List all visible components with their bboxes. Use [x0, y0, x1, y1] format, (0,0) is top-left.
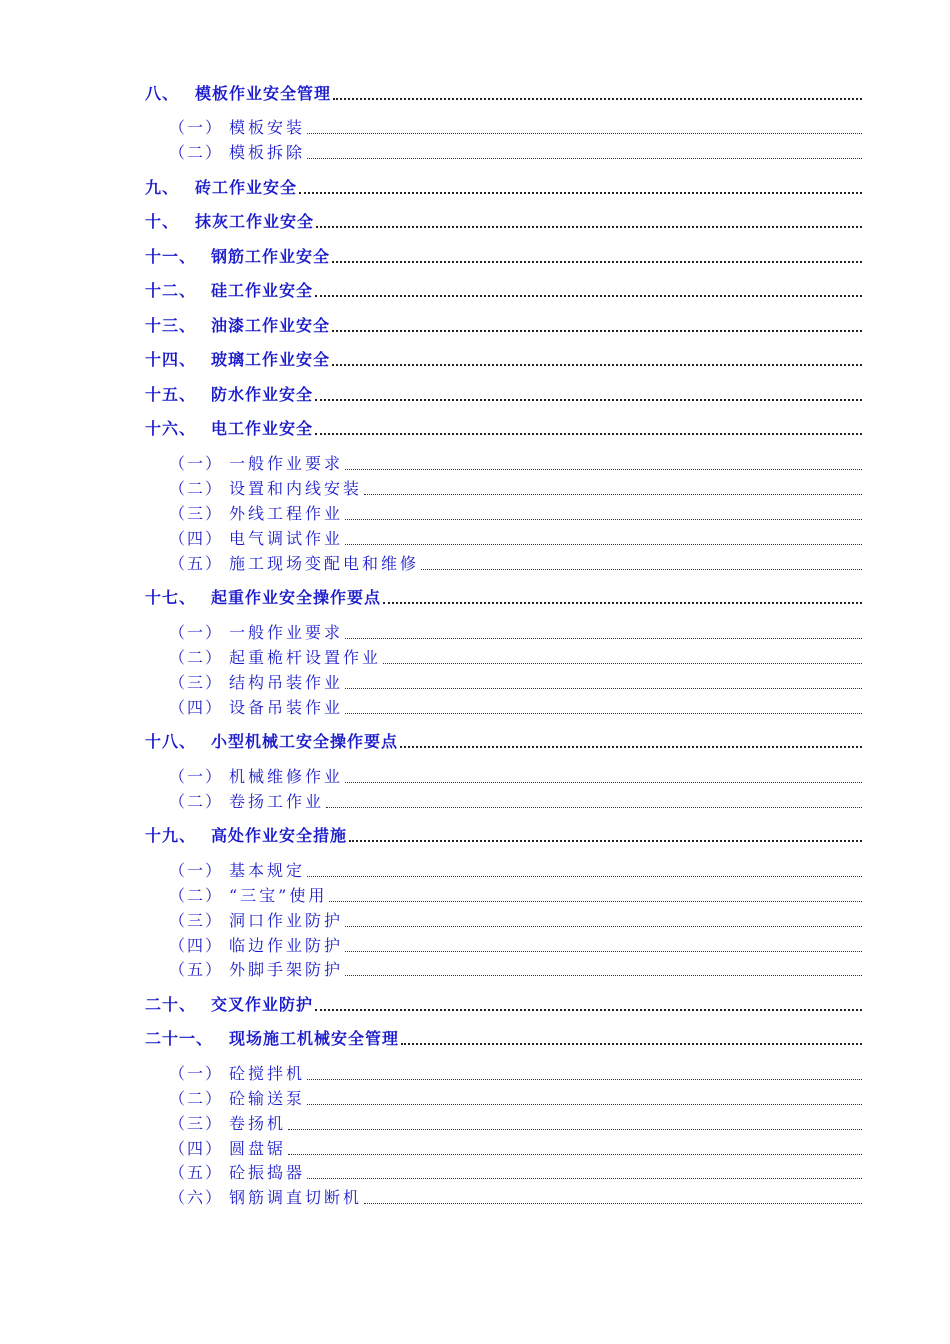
toc-entry-title: 外脚手架防护: [229, 960, 344, 979]
dot-leader: [307, 1103, 862, 1105]
toc-entry-title: 结构吊装作业: [229, 673, 344, 692]
toc-subentry[interactable]: [145, 907, 862, 931]
toc-heading-entry[interactable]: [145, 80, 862, 104]
toc-subentry[interactable]: [145, 1135, 862, 1159]
toc-entry-number: （五）: [169, 1163, 224, 1182]
toc-entry-title: 电工作业安全: [211, 419, 314, 438]
toc-entry-number: 八、: [145, 84, 180, 103]
dot-leader: [345, 974, 862, 976]
toc-entry-title: 砼输送泵: [229, 1089, 306, 1108]
dot-leader: [307, 875, 862, 877]
toc-subentry[interactable]: [145, 1085, 862, 1109]
toc-entry-number: 十六、: [145, 419, 197, 438]
dot-leader: [307, 1177, 862, 1179]
toc-subentry[interactable]: [145, 1184, 862, 1208]
toc-entry-title: 砼振捣器: [229, 1163, 306, 1182]
dot-leader: [299, 191, 862, 194]
toc-entry-number: 十七、: [145, 588, 197, 607]
toc-entry-number: 十三、: [145, 316, 197, 335]
toc-subentry[interactable]: [145, 475, 862, 499]
dot-leader: [364, 493, 862, 495]
dot-leader: [288, 1128, 862, 1130]
toc-entry-title: 砖工作业安全: [195, 178, 298, 197]
toc-subentry[interactable]: [145, 932, 862, 956]
toc-subentry[interactable]: [145, 114, 862, 138]
dot-leader: [383, 662, 862, 664]
toc-entry-title: 卷扬机: [229, 1114, 287, 1133]
toc-heading-entry[interactable]: [145, 415, 862, 439]
toc-entry-number: （二）: [169, 1089, 224, 1108]
dot-leader: [329, 900, 862, 902]
toc-entry-number: （一）: [169, 623, 224, 642]
toc-entry-title: 硅工作业安全: [211, 281, 314, 300]
dot-leader: [383, 601, 862, 604]
toc-entry-title: 防水作业安全: [211, 385, 314, 404]
toc-entry-number: （一）: [169, 1064, 224, 1083]
dot-leader: [421, 568, 862, 570]
toc-entry-title: 洞口作业防护: [229, 911, 344, 930]
toc-heading-entry[interactable]: [145, 822, 862, 846]
toc-entry-number: （五）: [169, 960, 224, 979]
dot-leader: [400, 745, 862, 748]
toc-entry-number: 十二、: [145, 281, 197, 300]
toc-entry-number: （三）: [169, 911, 224, 930]
dot-leader: [315, 432, 862, 435]
toc-subentry[interactable]: [145, 763, 862, 787]
toc-entry-title: 一般作业要求: [229, 454, 344, 473]
toc-entry-title: 设置和内线安装: [229, 479, 363, 498]
toc-entry-number: 二十、: [145, 995, 197, 1014]
toc-subentry[interactable]: [145, 1159, 862, 1183]
toc-heading-entry[interactable]: [145, 346, 862, 370]
toc-entry-number: （一）: [169, 118, 224, 137]
toc-subentry[interactable]: [145, 139, 862, 163]
toc-entry-number: （二）: [169, 479, 224, 498]
dot-leader: [345, 468, 862, 470]
toc-entry-title: 砼搅拌机: [229, 1064, 306, 1083]
toc-entry-title: 起重桅杆设置作业: [229, 648, 382, 667]
toc-entry-number: （四）: [169, 529, 224, 548]
toc-heading-entry[interactable]: [145, 728, 862, 752]
toc-entry-number: （六）: [169, 1188, 224, 1207]
toc-entry-number: （三）: [169, 504, 224, 523]
toc-entry-number: 十九、: [145, 826, 197, 845]
toc-entry-title: 模板拆除: [229, 143, 306, 162]
dot-leader: [364, 1202, 862, 1204]
dot-leader: [326, 806, 862, 808]
toc-subentry[interactable]: [145, 956, 862, 980]
toc-heading-entry[interactable]: [145, 381, 862, 405]
toc-entry-title: 圆盘锯: [229, 1139, 287, 1158]
dot-leader: [332, 329, 862, 332]
toc-entry-title: 钢筋调直切断机: [229, 1188, 363, 1207]
toc-entry-title: “三宝”使用: [229, 886, 328, 905]
toc-subentry[interactable]: [145, 619, 862, 643]
toc-entry-number: 二十一、: [145, 1029, 214, 1048]
dot-leader: [315, 398, 862, 401]
toc-entry-number: 十一、: [145, 247, 197, 266]
toc-entry-title: 模板作业安全管理: [195, 84, 332, 103]
toc-subentry[interactable]: [145, 882, 862, 906]
dot-leader: [307, 157, 862, 159]
toc-entry-number: （三）: [169, 1114, 224, 1133]
toc-subentry[interactable]: [145, 857, 862, 881]
toc-entry-title: 高处作业安全措施: [211, 826, 348, 845]
dot-leader: [345, 518, 862, 520]
toc-entry-number: （五）: [169, 554, 224, 573]
toc-entry-number: 十八、: [145, 732, 197, 751]
toc-entry-title: 钢筋工作业安全: [211, 247, 331, 266]
toc-subentry[interactable]: [145, 500, 862, 524]
toc-entry-title: 基本规定: [229, 861, 306, 880]
toc-entry-title: 玻璃工作业安全: [211, 350, 331, 369]
dot-leader: [345, 637, 862, 639]
dot-leader: [288, 1153, 862, 1155]
toc-subentry[interactable]: [145, 1060, 862, 1084]
dot-leader: [345, 925, 862, 927]
toc-entry-title: 现场施工机械安全管理: [229, 1029, 400, 1048]
dot-leader: [332, 363, 862, 366]
dot-leader: [315, 294, 862, 297]
toc-entry-title: 模板安装: [229, 118, 306, 137]
toc-entry-number: （四）: [169, 698, 224, 717]
toc-entry-number: （二）: [169, 143, 224, 162]
toc-entry-title: 设备吊装作业: [229, 698, 344, 717]
dot-leader: [345, 687, 862, 689]
toc-entry-title: 交叉作业防护: [211, 995, 314, 1014]
toc-entry-number: 十五、: [145, 385, 197, 404]
toc-entry-number: （二）: [169, 792, 224, 811]
toc-entry-number: （三）: [169, 673, 224, 692]
toc-entry-number: （一）: [169, 767, 224, 786]
toc-heading-entry[interactable]: [145, 584, 862, 608]
toc-subentry[interactable]: [145, 450, 862, 474]
dot-leader: [307, 132, 862, 134]
toc-entry-title: 抹灰工作业安全: [195, 212, 315, 231]
toc-subentry[interactable]: [145, 525, 862, 549]
toc-entry-title: 机械维修作业: [229, 767, 344, 786]
toc-entry-number: （二）: [169, 648, 224, 667]
toc-entry-number: （二）: [169, 886, 224, 905]
toc-heading-entry[interactable]: [145, 312, 862, 336]
toc-entry-title: 油漆工作业安全: [211, 316, 331, 335]
dot-leader: [345, 781, 862, 783]
toc-entry-number: 九、: [145, 178, 180, 197]
toc-subentry[interactable]: [145, 694, 862, 718]
toc-entry-title: 电气调试作业: [229, 529, 344, 548]
toc-subentry[interactable]: [145, 788, 862, 812]
toc-heading-entry[interactable]: [145, 208, 862, 232]
toc-heading-entry[interactable]: [145, 991, 862, 1015]
toc-entry-number: 十四、: [145, 350, 197, 369]
dot-leader: [349, 839, 862, 842]
toc-subentry[interactable]: [145, 644, 862, 668]
toc-entry-number: （一）: [169, 454, 224, 473]
dot-leader: [401, 1042, 862, 1045]
toc-subentry[interactable]: [145, 550, 862, 574]
toc-entry-title: 卷扬工作业: [229, 792, 325, 811]
dot-leader: [316, 225, 862, 228]
toc-entry-title: 外线工程作业: [229, 504, 344, 523]
dot-leader: [333, 97, 862, 100]
toc-entry-title: 小型机械工安全操作要点: [211, 732, 399, 751]
dot-leader: [345, 712, 862, 714]
dot-leader: [315, 1008, 862, 1011]
toc-entry-number: （四）: [169, 936, 224, 955]
toc-subentry[interactable]: [145, 669, 862, 693]
toc-heading-entry[interactable]: [145, 174, 862, 198]
toc-entry-title: 一般作业要求: [229, 623, 344, 642]
toc-heading-entry[interactable]: [145, 277, 862, 301]
dot-leader: [345, 950, 862, 952]
toc-entry-number: 十、: [145, 212, 180, 231]
toc-heading-entry[interactable]: [145, 1025, 862, 1049]
toc-heading-entry[interactable]: [145, 243, 862, 267]
toc-subentry[interactable]: [145, 1110, 862, 1134]
dot-leader: [307, 1078, 862, 1080]
toc-entry-number: （四）: [169, 1139, 224, 1158]
dot-leader: [332, 260, 862, 263]
toc-entry-title: 施工现场变配电和维修: [229, 554, 420, 573]
dot-leader: [345, 543, 862, 545]
toc-entry-title: 起重作业安全操作要点: [211, 588, 382, 607]
toc-entry-title: 临边作业防护: [229, 936, 344, 955]
toc-entry-number: （一）: [169, 861, 224, 880]
